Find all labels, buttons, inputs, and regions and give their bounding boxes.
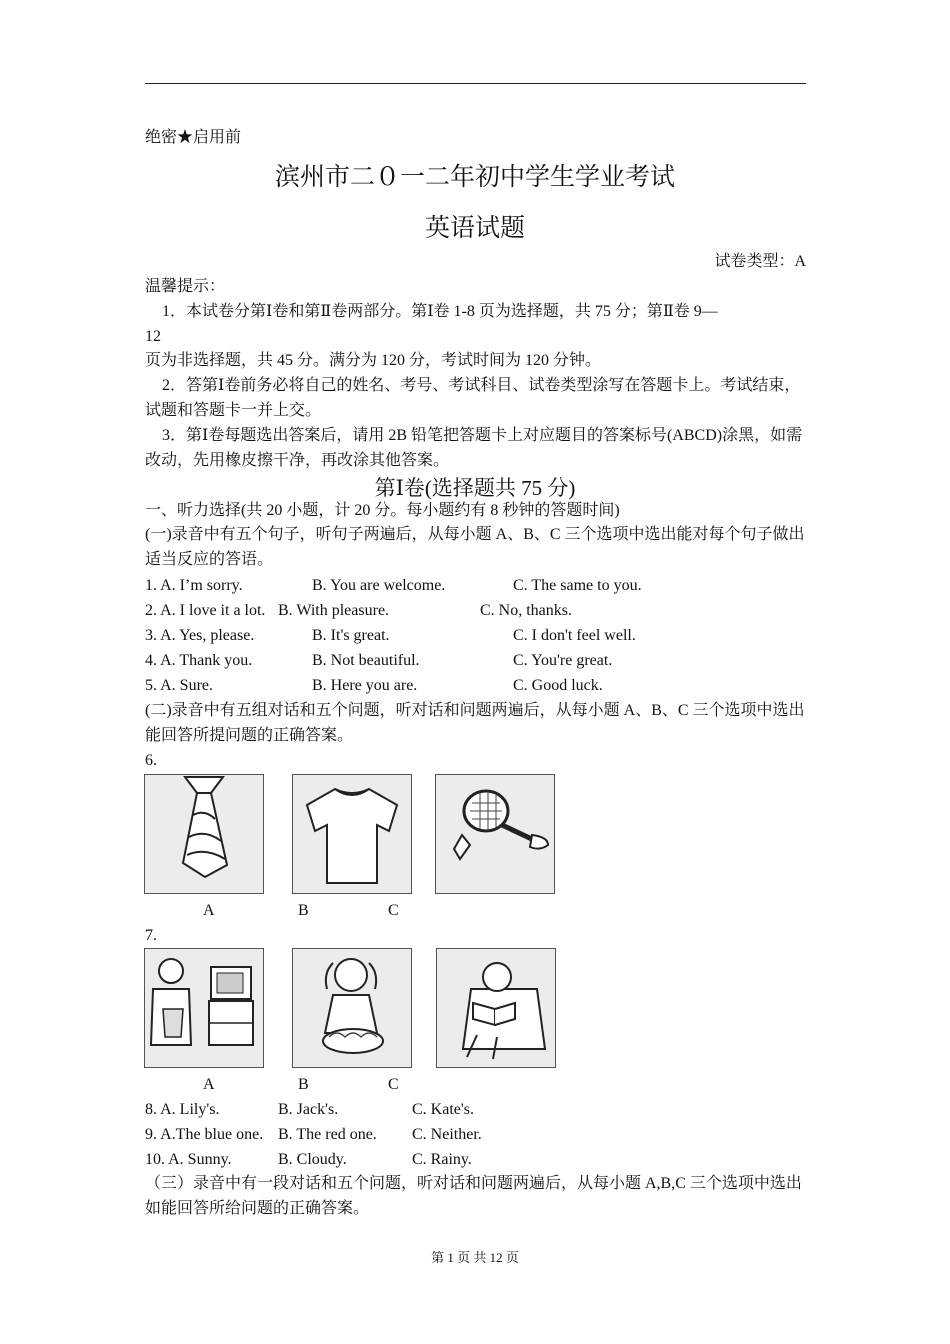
question-5-option-b: B. Here you are. (312, 677, 418, 694)
part-1-heading: 一、听力选择(共 20 小题，计 20 分。每小题约有 8 秒钟的答题时间) (145, 502, 620, 519)
question-2-option-a: 2. A. I love it a lot. (145, 602, 266, 619)
q7-picture-c-reading (436, 948, 556, 1068)
page-footer: 第 1 页 共 12 页 (431, 1250, 519, 1265)
sub-section-2-instructions: (二)录音中有五组对话和五个问题，听对话和问题两遍后，从每小题 A、B、C 三个选项中选出能回答所提问题的正确答案。 (145, 702, 805, 744)
question-8-option-a: 8. A. Lily's. (145, 1101, 220, 1118)
note-1-line-3: 页为非选择题，共 45 分。满分为 120 分，考试时间为 120 分钟。 (145, 352, 602, 369)
q7-label-b: B (298, 1076, 309, 1093)
note-1-line-2: 12 (145, 328, 161, 345)
question-2-option-b: B. With pleasure. (278, 602, 390, 619)
question-2-option-c: C. No, thanks. (480, 602, 572, 619)
question-9-option-c: C. Neither. (412, 1126, 482, 1143)
question-7-number: 7. (145, 927, 157, 944)
note-1-line-1: 1．本试卷分第Ⅰ卷和第Ⅱ卷两部分。第Ⅰ卷 1-8 页为选择题，共 75 分；第Ⅱ卷 9— (162, 303, 718, 320)
question-8-option-b: B. Jack's. (278, 1101, 339, 1118)
question-5-option-c: C. Good luck. (513, 677, 603, 694)
note-3: 3．第Ⅰ卷每题选出答案后，请用 2B 铅笔把答题卡上对应题目的答案标号(ABCD)涂黑，如需改动，先用橡皮擦干净，再改涂其他答案。 (145, 427, 803, 469)
question-6-number: 6. (145, 752, 157, 769)
girl-watching-tv-icon (145, 949, 263, 1067)
exam-subtitle: 英语试题 (424, 215, 525, 242)
question-9-option-a: 9. A.The blue one. (145, 1126, 264, 1143)
question-1-option-a: 1. A. I’m sorry. (145, 577, 243, 594)
tennis-racket-icon (436, 775, 554, 893)
sub-section-1-instructions: (一)录音中有五个句子，听句子两遍后，从每小题 A、B、C 三个选项中选出能对每个句子做出适当反应的答语。 (145, 526, 805, 568)
question-3-option-a: 3. A. Yes, please. (145, 627, 255, 644)
question-1-option-c: C. The same to you. (513, 577, 642, 594)
question-4-option-a: 4. A. Thank you. (145, 652, 253, 669)
confidential-label: 绝密★启用前 (145, 129, 242, 146)
q7-label-a: A (203, 1076, 215, 1093)
q7-label-c: C (388, 1076, 399, 1093)
question-9-option-b: B. The red one. (278, 1126, 377, 1143)
exam-title: 滨州市二０一二年初中学生学业考试 (274, 164, 675, 191)
question-8-option-c: C. Kate's. (412, 1101, 474, 1118)
girl-reading-icon (437, 949, 555, 1067)
question-3-option-b: B. It's great. (312, 627, 390, 644)
q6-picture-c-racket (435, 774, 555, 894)
question-4-option-b: B. Not beautiful. (312, 652, 420, 669)
question-3-option-c: C. I don't feel well. (513, 627, 636, 644)
question-4-option-c: C. You're great. (513, 652, 613, 669)
tshirt-icon (293, 775, 411, 893)
note-2: 2．答第Ⅰ卷前务必将自己的姓名、考号、考试科目、试卷类型涂写在答题卡上。考试结束，试题和答题卡一并上交。 (145, 377, 801, 419)
notes-heading: 温馨提示： (145, 278, 226, 295)
q6-label-c: C (388, 902, 399, 919)
section-title: 第Ⅰ卷(选择题共 75 分) (374, 476, 576, 500)
question-5-option-a: 5. A. Sure. (145, 677, 213, 694)
q7-picture-a-watching-tv (144, 948, 264, 1068)
question-10-option-a: 10. A. Sunny. (145, 1151, 232, 1168)
q6-picture-b-tshirt (292, 774, 412, 894)
q6-picture-a-tie (144, 774, 264, 894)
question-10-option-c: C. Rainy. (412, 1151, 472, 1168)
paper-type: 试卷类型：A (714, 253, 806, 270)
sub-section-3-instructions: （三）录音中有一段对话和五个问题，听对话和问题两遍后，从每小题 A,B,C 三个选项中选出如能回答所给问题的正确答案。 (145, 1175, 802, 1217)
q7-picture-b-washing (292, 948, 412, 1068)
question-10-option-b: B. Cloudy. (278, 1151, 347, 1168)
q6-label-a: A (203, 902, 215, 919)
question-1-option-b: B. You are welcome. (312, 577, 446, 594)
header-rule (145, 83, 806, 84)
tie-icon (145, 775, 263, 893)
girl-washing-clothes-icon (293, 949, 411, 1067)
q6-label-b: B (298, 902, 309, 919)
